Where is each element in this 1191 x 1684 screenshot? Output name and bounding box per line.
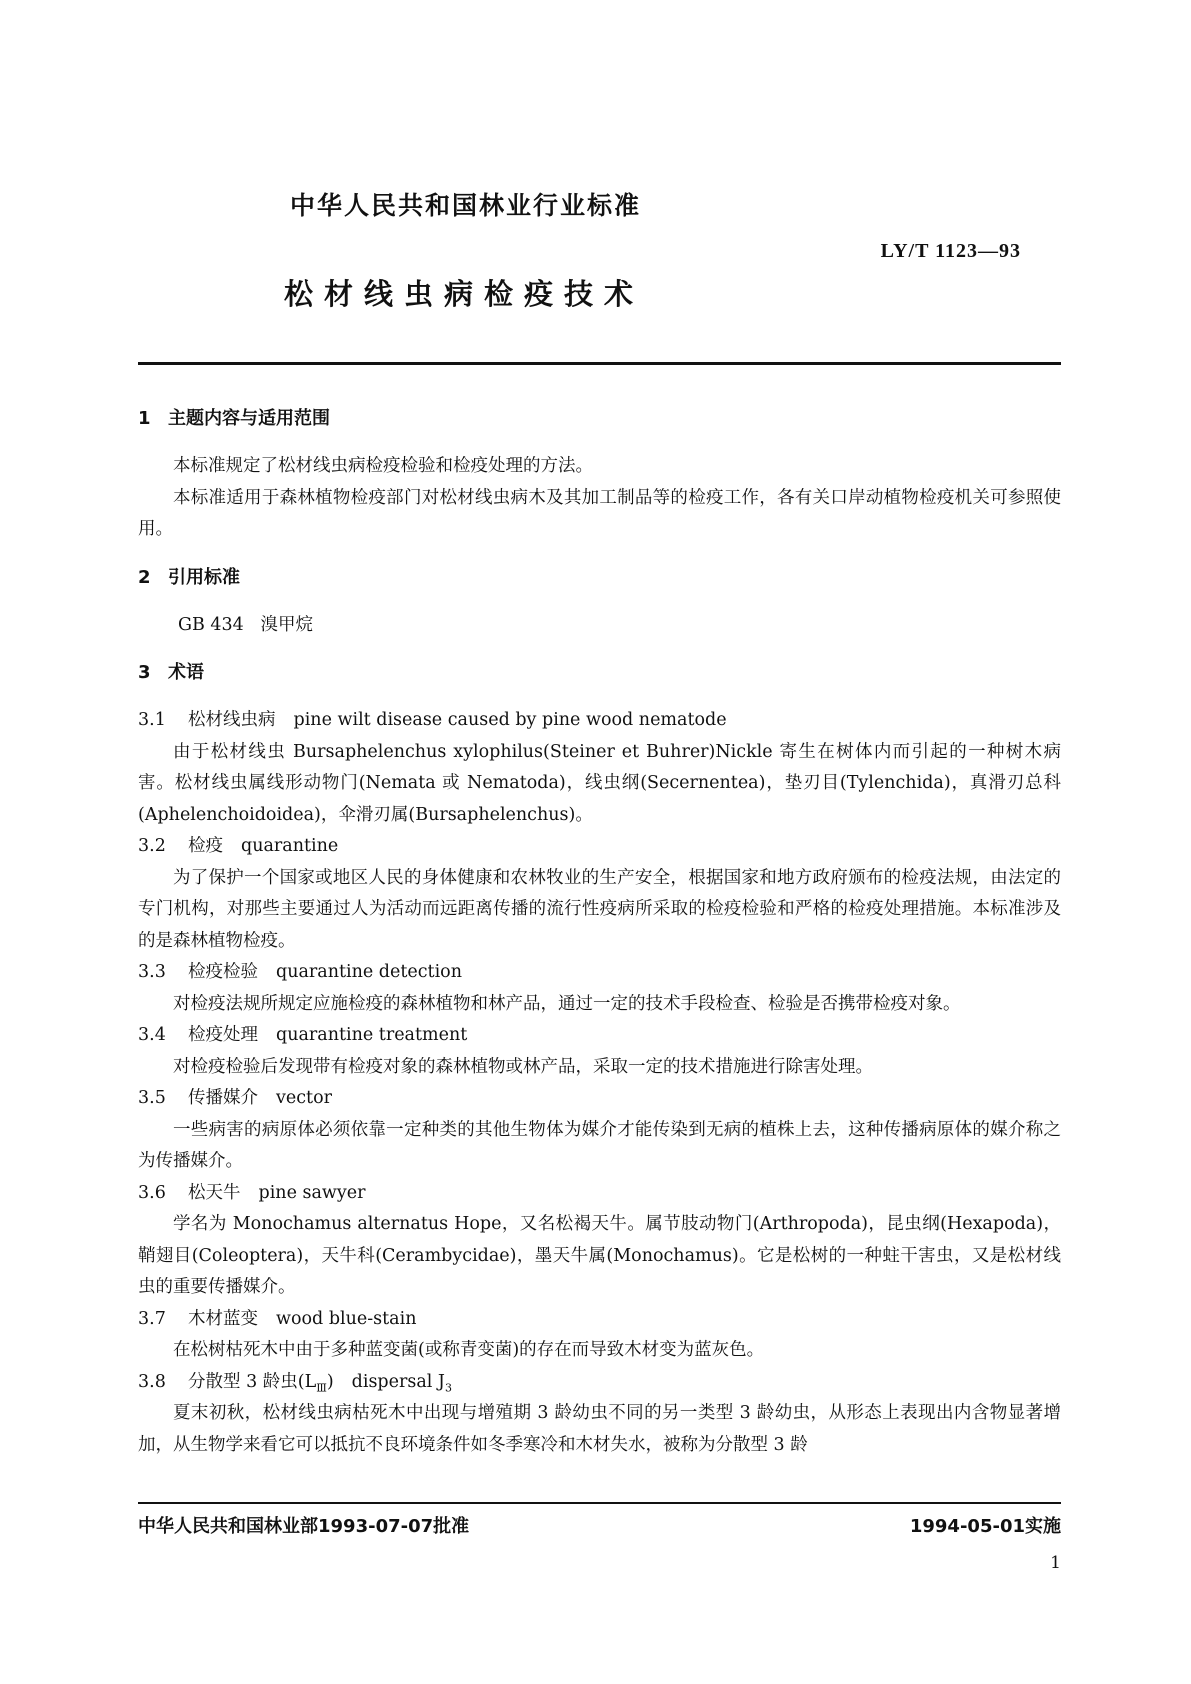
term-chinese-subscript: Ⅲ	[316, 1381, 327, 1394]
term-english	[352, 1372, 452, 1392]
header-divider	[138, 362, 1061, 365]
standard-organization: 中华人民共和国林业行业标准	[290, 191, 642, 220]
document-body	[138, 404, 1061, 1461]
term-number: 3.4	[138, 1025, 166, 1045]
term-english: quarantine	[241, 836, 339, 856]
reference-code: GB 434	[178, 614, 244, 635]
standard-code: LY/T 1123—93	[880, 240, 1021, 262]
term-heading	[138, 1178, 1061, 1210]
term-definition: 学名为 Monochamus alternatus Hope，又名松褐天牛。属节肢动物门(Arthropoda)，昆虫纲(Hexapoda)，鞘翅目(Coleoptera)，天牛科(Cerambycidae)，墨天牛属(Monochamus)。它是松树的一种蛀干害虫，又是松材线虫的重要传播媒介。	[138, 1214, 1061, 1297]
term-heading	[138, 831, 1061, 863]
term-number: 3.7	[138, 1308, 166, 1329]
term-chinese: 检疫检验	[188, 962, 258, 982]
term-definition: 由于松材线虫 Bursaphelenchus xylophilus(Steiner et Buhrer)Nickle 寄生在树体内而引起的一种树木病害。松材线虫属线形动物门(Nemata 或 Nematoda)，线虫纲(Secernentea)，垫刃目(Tylenchida)，真滑刃总科(Aphelenchoidoidea)，伞滑刃属(Bursaphelenchus)。	[138, 741, 1061, 825]
term-heading	[138, 957, 1061, 989]
referenced-standard	[138, 610, 1061, 642]
term-english-text: dispersal J	[351, 1371, 445, 1392]
document-title: 松材线虫病检疫技术	[284, 277, 645, 311]
section-title: 术语	[168, 662, 204, 683]
term-english: pine sawyer	[258, 1182, 366, 1203]
term-definition: 在松树枯死木中由于多种蓝变菌(或称青变菌)的存在而导致木材变为蓝灰色。	[173, 1340, 765, 1360]
section-heading	[138, 404, 1061, 434]
term-heading	[138, 705, 1061, 737]
term-definition: 为了保护一个国家或地区人民的身体健康和农林牧业的生产安全，根据国家和地方政府颁布的检疫法规，由法定的专门机构，对那些主要通过人为活动而远距离传播的流行性疫病所采取的检疫检验和严格的检疫处理措施。本标准涉及的是森林植物检疫。	[138, 867, 1061, 951]
term-chinese: 松天牛	[188, 1182, 241, 1203]
section-heading	[138, 563, 1061, 593]
term-chinese: 木材蓝变	[188, 1308, 258, 1329]
term-definition: 一些病害的病原体必须依靠一定种类的其他生物体为媒介才能传染到无病的植株上去，这种传播病原体的媒介称之为传播媒介。	[138, 1119, 1061, 1171]
effective-date: 1994-05-01实施	[909, 1516, 1061, 1537]
term-english: quarantine detection	[276, 962, 462, 982]
term-number: 3.3	[138, 962, 166, 982]
term-english-subscript: 3	[444, 1381, 452, 1394]
term-chinese-text: 分散型 3 龄虫(L	[188, 1371, 317, 1392]
term-number: 3.8	[138, 1371, 166, 1392]
term-chinese: 检疫处理	[188, 1025, 258, 1045]
term-english: vector	[276, 1088, 332, 1108]
term-english: wood blue-stain	[276, 1308, 417, 1329]
term-chinese-end: )	[326, 1371, 334, 1392]
section-heading	[138, 658, 1061, 688]
term-number: 3.1	[138, 710, 166, 730]
paragraph: 本标准规定了松材线虫病检疫检验和检疫处理的方法。	[173, 456, 593, 476]
term-number: 3.5	[138, 1088, 166, 1108]
approval-info: 中华人民共和国林业部1993-07-07批准	[138, 1516, 470, 1537]
page-number: 1	[1050, 1553, 1061, 1573]
paragraph: 本标准适用于森林植物检疫部门对松材线虫病木及其加工制品等的检疫工作，各有关口岸动植物检疫机关可参照使用。	[138, 487, 1061, 539]
term-chinese: 传播媒介	[188, 1088, 258, 1108]
section-number: 2	[138, 566, 151, 588]
term-heading	[138, 1020, 1061, 1052]
term-chinese: 检疫	[188, 836, 223, 856]
term-heading	[138, 1083, 1061, 1115]
term-number: 3.2	[138, 836, 166, 856]
section-title: 主题内容与适用范围	[168, 408, 330, 429]
term-heading	[138, 1367, 1061, 1399]
term-definition: 对检疫法规所规定应施检疫的森林植物和林产品，通过一定的技术手段检查、检验是否携带检疫对象。	[173, 993, 961, 1014]
term-definition: 夏末初秋，松材线虫病枯死木中出现与增殖期 3 龄幼虫不同的另一类型 3 龄幼虫，从形态上表现出内含物显著增加，从生物学来看它可以抵抗不良环境条件如冬季寒冷和木材失水，被称为分散型 3 龄	[138, 1403, 1061, 1455]
reference-name: 溴甲烷	[260, 614, 314, 635]
term-english: quarantine treatment	[276, 1025, 468, 1045]
section-number: 1	[138, 408, 151, 429]
term-chinese: 松材线虫病	[188, 710, 276, 730]
term-number: 3.6	[138, 1182, 166, 1203]
term-heading	[138, 1304, 1061, 1336]
section-title: 引用标准	[168, 566, 240, 588]
term-english: pine wilt disease caused by pine wood nematode	[293, 710, 727, 730]
term-definition: 对检疫检验后发现带有检疫对象的森林植物或林产品，采取一定的技术措施进行除害处理。	[173, 1056, 873, 1077]
section-number: 3	[138, 662, 151, 683]
footer-divider	[138, 1502, 1061, 1504]
